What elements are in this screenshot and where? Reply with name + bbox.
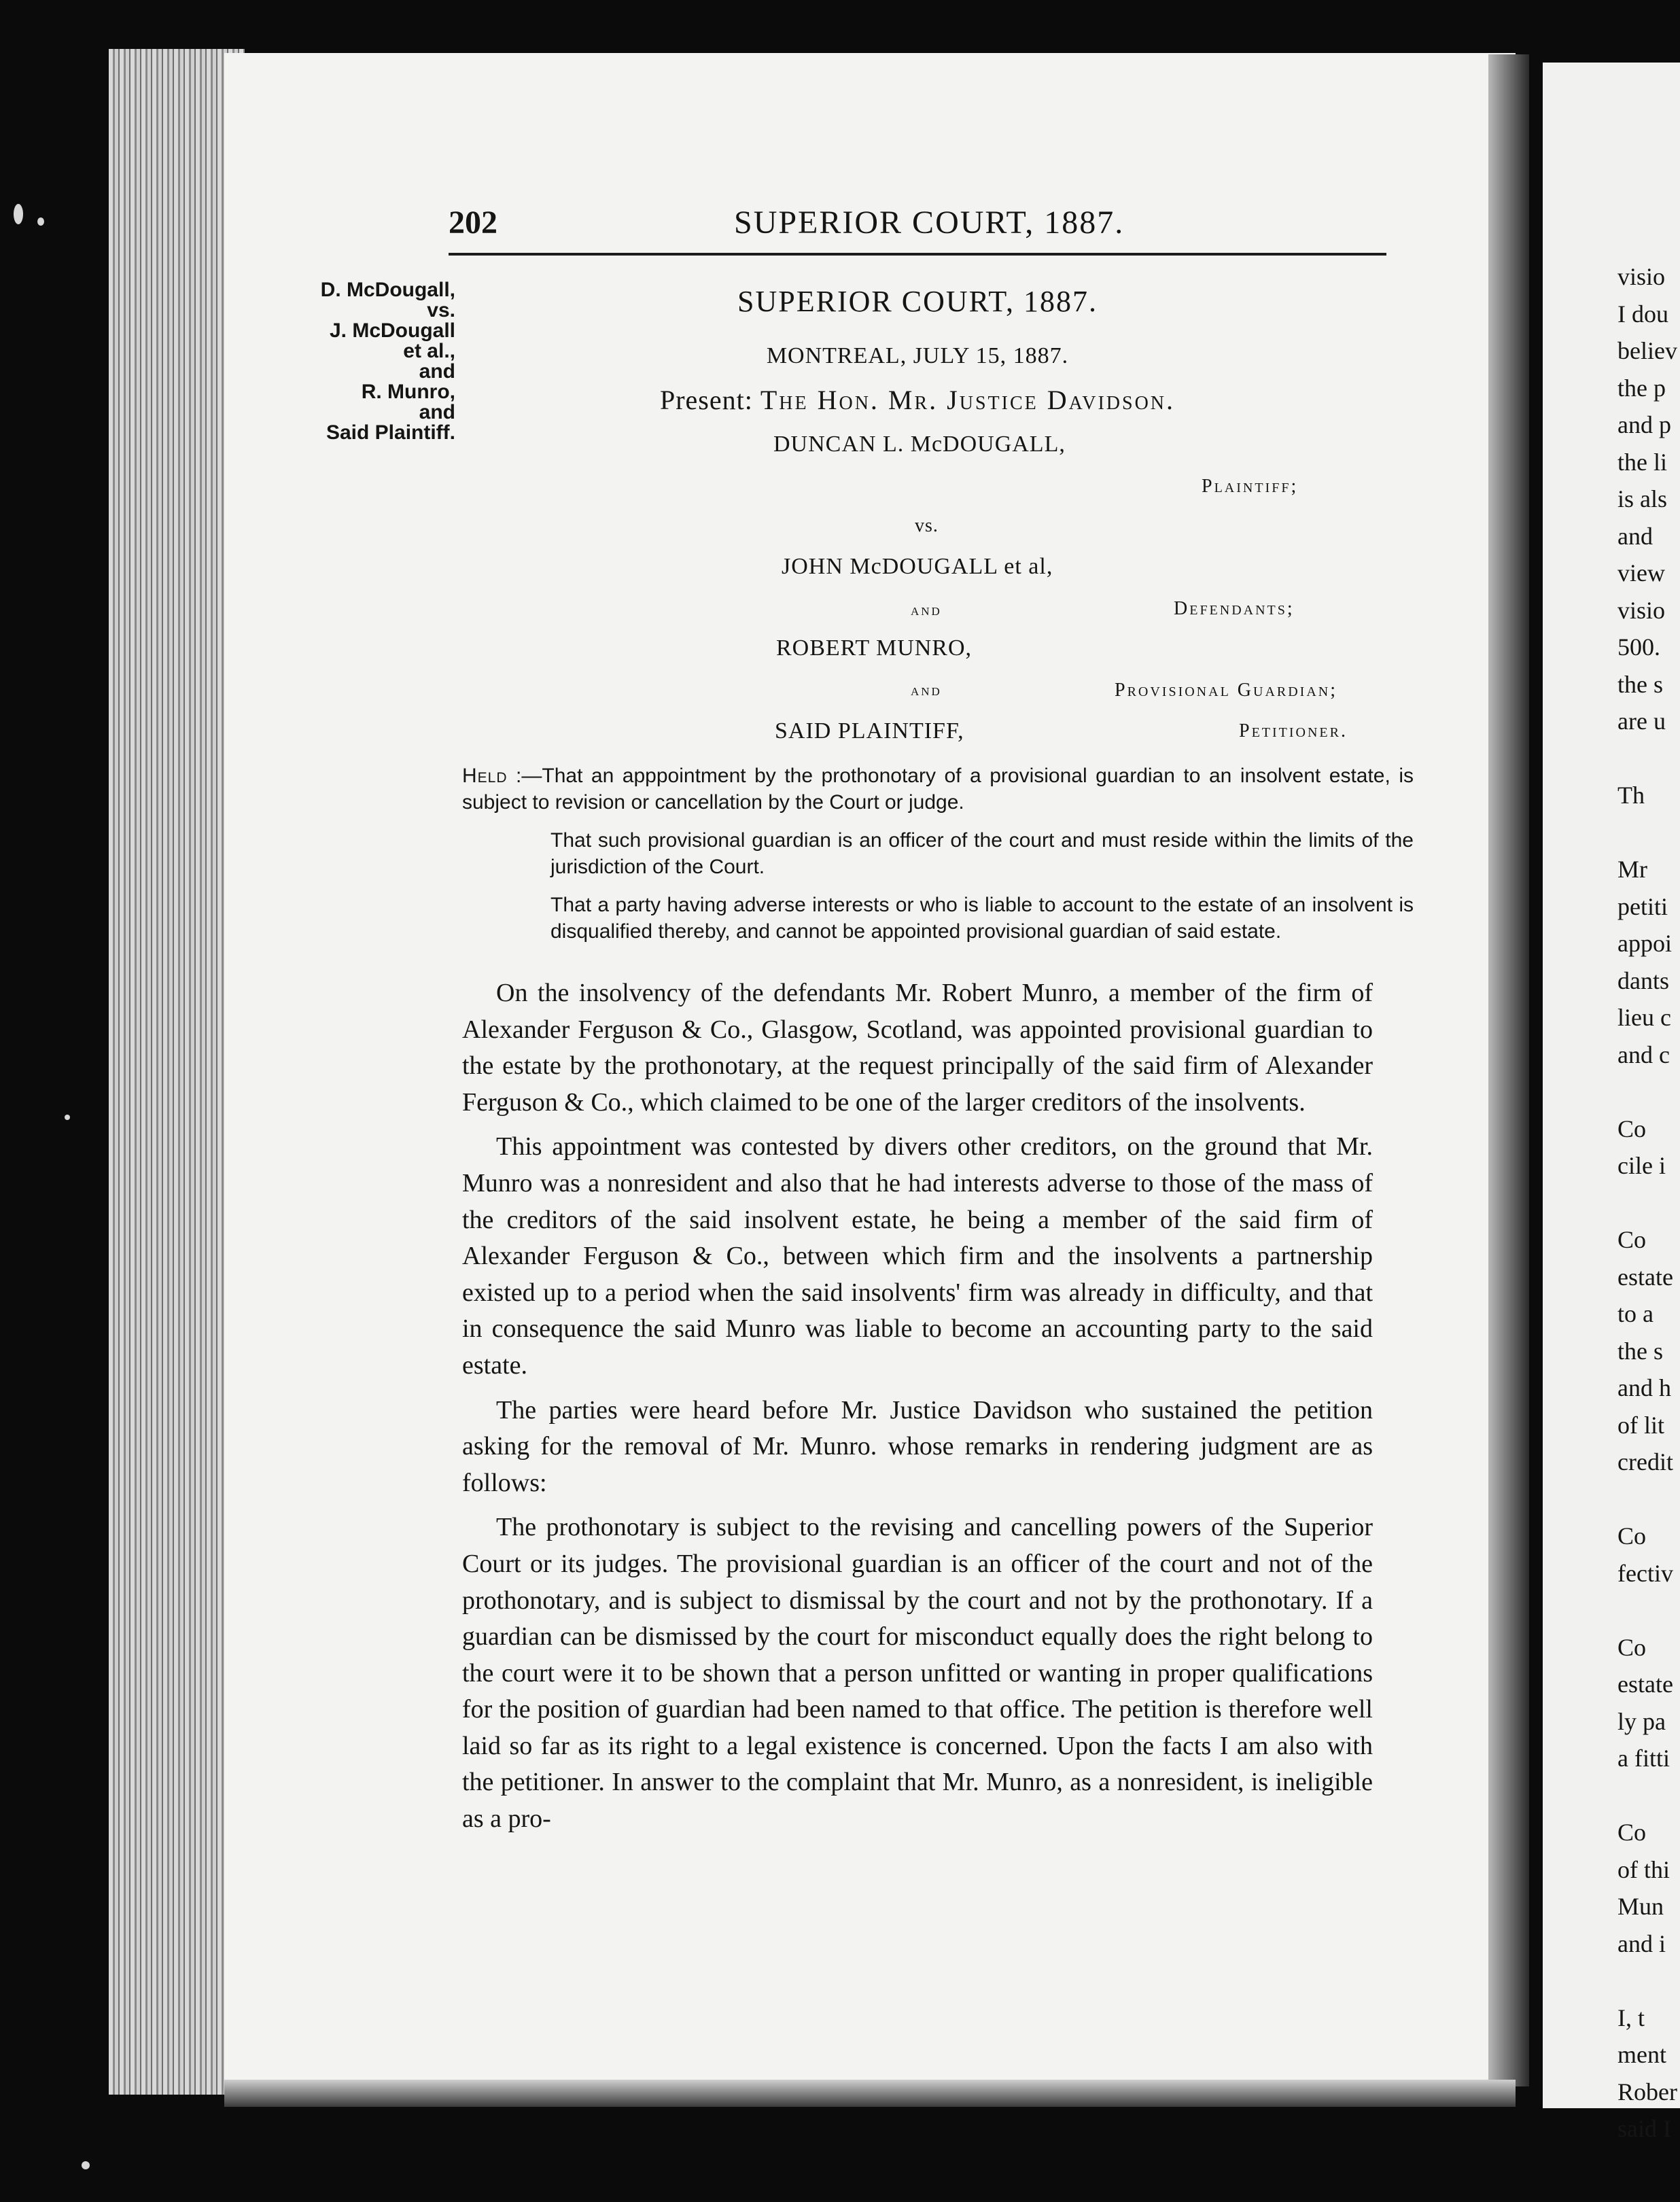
- margin-note-line: D. McDougall,: [320, 279, 455, 301]
- right-page-fragment: a fitti: [1617, 1745, 1670, 1772]
- dust-speck: [37, 217, 44, 226]
- margin-note-line: and: [419, 401, 455, 423]
- held-third: That a party having adverse interests or who is liable to account to the estate of an insolvent is disqualified thereby, and cannot be appointed provisional guardian of said estate.: [550, 894, 1414, 943]
- right-page-fragment: Co: [1617, 1819, 1647, 1846]
- right-page-fragment: credit: [1617, 1448, 1673, 1475]
- right-page-fragment: lieu c: [1617, 1004, 1671, 1031]
- right-page-fragment: [1617, 1962, 1677, 1999]
- guardian-role: Provisional Guardian;: [1115, 680, 1338, 701]
- right-page-fragment: ment: [1617, 2041, 1666, 2068]
- right-page-fragment: petiti: [1617, 892, 1668, 920]
- right-page-fragment: to a: [1617, 1300, 1653, 1327]
- body-paragraph: The parties were heard before Mr. Justice Davidson who sustained the petition asking for the removal of Mr. Munro. whose remarks in rendering judgment are as follows:: [462, 1395, 1373, 1497]
- right-page-fragment: of lit: [1617, 1411, 1664, 1439]
- held-second: That such provisional guardian is an officer of the court and must reside within the limits of the jurisdiction of the Court.: [550, 829, 1414, 878]
- right-page-fragment: the li: [1617, 448, 1667, 476]
- margin-note: [285, 280, 455, 443]
- petitioner-name: SAID PLAINTIFF,: [775, 718, 964, 744]
- dust-speck: [82, 2161, 90, 2169]
- right-page-fragment: I dou: [1617, 300, 1668, 328]
- right-page-fragment: view: [1617, 559, 1665, 587]
- right-page-fragment: and i: [1617, 1929, 1666, 1957]
- right-page-fragment: and p: [1617, 411, 1671, 438]
- page-bottom-edge: [224, 2080, 1516, 2107]
- right-page-fragment: [1617, 1481, 1677, 1518]
- right-page-fragment: believ: [1617, 337, 1677, 364]
- margin-note-line: and: [419, 360, 455, 383]
- plaintiff-name: DUNCAN L. McDOUGALL,: [773, 432, 1066, 457]
- right-page-fragment: [1617, 1185, 1677, 1222]
- header-rule: [449, 253, 1386, 256]
- right-page-fragment: and h: [1617, 1374, 1671, 1401]
- right-page-fragment: and c: [1617, 1041, 1670, 1068]
- right-page-fragment: said I: [1617, 2115, 1671, 2142]
- right-page-fragment: Mr: [1617, 856, 1647, 883]
- right-page-fragment: ly pa: [1617, 1707, 1666, 1735]
- held-first-text: :—That an apppointment by the prothonotary of a provisional guardian to an insolvent estate, is subject to revision or cancellation by the Court or judge.: [462, 765, 1414, 814]
- right-page-fragment: appoi: [1617, 930, 1672, 957]
- margin-note-line: et al.,: [403, 340, 455, 362]
- right-page-fragment: Co: [1617, 1522, 1647, 1550]
- defendants-name: JOHN McDOUGALL et al,: [782, 554, 1053, 579]
- right-page-text: [1617, 258, 1677, 2148]
- defendants-role: Defendants;: [1174, 598, 1295, 619]
- right-page-fragment: the p: [1617, 374, 1666, 402]
- right-page-fragment: [1617, 814, 1677, 852]
- held-first: [462, 763, 1414, 816]
- case-place-date: MONTREAL, JULY 15, 1887.: [766, 343, 1069, 368]
- case-present: [449, 384, 1386, 416]
- right-page-fragment: visio: [1617, 263, 1666, 290]
- right-page-fragment: the s: [1617, 670, 1663, 698]
- right-page-fragment: estate: [1617, 1671, 1673, 1698]
- margin-note-line: Said Plaintiff.: [326, 421, 455, 444]
- right-page-fragment: Mun: [1617, 1893, 1664, 1920]
- right-page-fragment: estate: [1617, 1263, 1673, 1291]
- case-court-title: SUPERIOR COURT, 1887.: [737, 285, 1098, 318]
- right-page-fragment: Co: [1617, 1115, 1647, 1142]
- right-page-fragment: dants: [1617, 966, 1669, 994]
- held-label: Held: [462, 765, 508, 787]
- right-page-fragment: Co: [1617, 1226, 1647, 1253]
- right-page-fragment: cile i: [1617, 1152, 1666, 1179]
- margin-note-line: J. McDougall: [329, 319, 455, 342]
- present-label: Present:: [659, 385, 753, 415]
- body-paragraph: On the insolvency of the defendants Mr. Robert Munro, a member of the firm of Alexander Ferguson & Co., Glasgow, Scotland, was appointed provisional guardian to the estate by the prothonotary, at the request principally of the said firm of Alexander Ferguson & Co., which claimed to be one of the larger creditors of the insolvents.: [462, 979, 1373, 1117]
- book-gutter: [1488, 54, 1529, 2086]
- right-page-fragment: [1617, 1777, 1677, 1815]
- right-page-fragment: Rober: [1617, 2078, 1677, 2105]
- body-text: [462, 975, 1373, 1846]
- running-title: SUPERIOR COURT, 1887.: [734, 205, 1125, 241]
- right-page-fragment: 500.: [1617, 633, 1660, 661]
- guardian-name: ROBERT MUNRO,: [776, 635, 973, 661]
- dust-speck: [14, 204, 23, 224]
- right-page-fragment: and: [1617, 522, 1653, 550]
- right-page-fragment: [1617, 1592, 1677, 1629]
- right-page-fragment: is als: [1617, 485, 1668, 512]
- plaintiff-role: Plaintiff;: [1202, 476, 1299, 497]
- dust-speck: [65, 1115, 70, 1120]
- right-page-fragment: are u: [1617, 707, 1666, 735]
- body-paragraph: This appointment was contested by divers other creditors, on the ground that Mr. Munro was a nonresident and also that he had interests adverse to those of the mass of the creditors of the said insolvent estate, he being a member of the said firm of Alexander Ferguson & Co., between which firm and the insolvents a partnership existed up to a period when the said insolvents' firm was already in difficulty, and that in consequence the said Munro was liable to become an accounting party to the said estate.: [462, 1132, 1373, 1380]
- right-page-fragment: I, t: [1617, 2004, 1645, 2031]
- margin-note-line: R. Munro,: [361, 381, 455, 403]
- right-page-fragment: Co: [1617, 1633, 1647, 1661]
- and-connector: and: [911, 601, 942, 619]
- margin-note-line: vs.: [427, 299, 455, 321]
- present-judge: The Hon. Mr. Justice Davidson.: [760, 385, 1176, 415]
- page-number: 202: [449, 205, 497, 241]
- right-page-fragment: [1617, 1073, 1677, 1111]
- body-paragraph: The prothonotary is subject to the revising and cancelling powers of the Superior Court or its judges. The provisional guardian is an officer of the court and not of the prothonotary, and is subject to dismissal by the court and not by the prothonotary. If a guardian can be dismissed by the court for misconduct equally does the right belong to the court were it to be shown that a person unfitted or wanting in proper qualifications for the position of guardian had been named to that office. The petition is therefore well laid so far as its right to a legal existence is concerned. Upon the facts I am also with the petitioner. In answer to the complaint that Mr. Munro, as a nonresident, is ineligible as a pro-: [462, 1513, 1373, 1834]
- right-page-fragment: fectiv: [1617, 1559, 1673, 1587]
- right-page-fragment: the s: [1617, 1337, 1663, 1365]
- petitioner-role: Petitioner.: [1239, 720, 1348, 741]
- versus: vs.: [915, 515, 939, 536]
- and-connector: and: [911, 682, 942, 699]
- right-page-fragment: visio: [1617, 596, 1666, 624]
- right-page-fragment: of thi: [1617, 1855, 1670, 1883]
- right-page-fragment: Th: [1617, 782, 1645, 809]
- right-page-fragment: [1617, 740, 1677, 777]
- running-header: [449, 197, 1386, 251]
